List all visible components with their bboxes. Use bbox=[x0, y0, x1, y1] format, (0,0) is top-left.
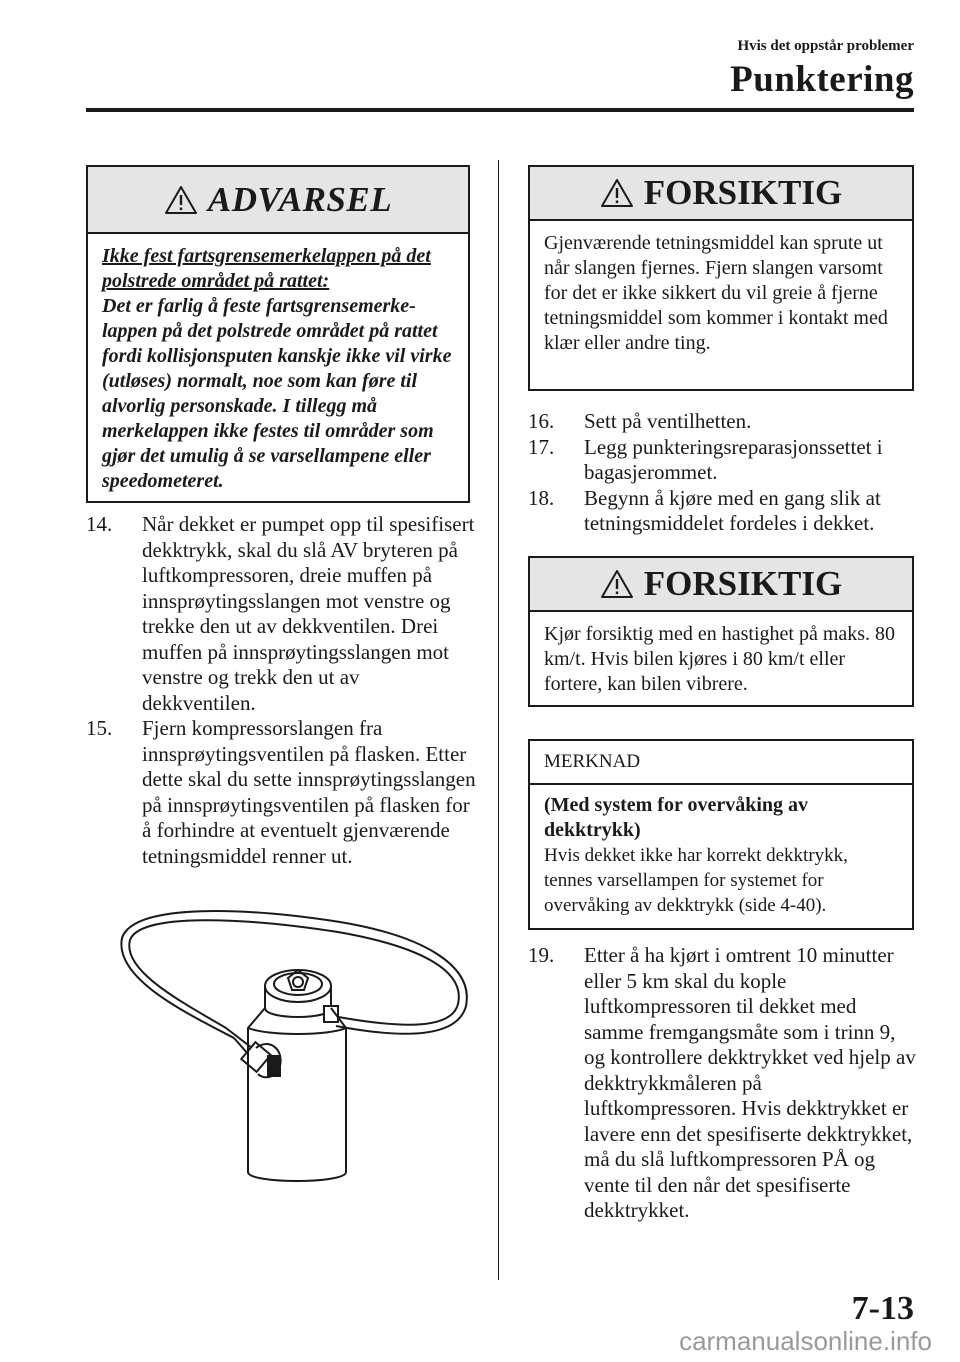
list-item: 16. Sett på ventilhetten. bbox=[528, 409, 752, 433]
note-body bbox=[530, 785, 912, 928]
caution-box-1 bbox=[528, 165, 914, 391]
note-label: MERKNAD bbox=[530, 741, 912, 785]
watermark: carmanualsonline.info bbox=[679, 1326, 932, 1356]
note-title: (Med system for overvåking av dekktrykk) bbox=[544, 794, 809, 841]
header-rule bbox=[86, 108, 914, 112]
caution-header-1 bbox=[530, 167, 912, 221]
list-item: 18. Begynn å kjøre med en gang slik at tetningsmiddelet fordeles i dekket. bbox=[528, 485, 881, 535]
warning-heading: Ikke fest fartsgrensemerkelappen på det polstrede området på rattet: bbox=[102, 245, 431, 292]
steps-list-right bbox=[528, 943, 918, 1224]
list-item: 17. Legg punkteringsreparasjonssettet i bagasjerommet. bbox=[528, 434, 883, 484]
list-item: 15. Fjern kompressorslangen fra innsprøytingsventilen på flasken. Etter dette skal du sette innsprøytingsslangen på innsprøytingsventilen på flasken for å forhindre at eventuelt gjenværende tetningsmiddel renner ut. bbox=[86, 716, 476, 868]
sealant-bottle-illustration bbox=[118, 908, 468, 1188]
warning-triangle-icon bbox=[600, 569, 634, 599]
section-title: Hvis det oppstår problemer bbox=[737, 38, 914, 54]
column-divider bbox=[498, 160, 499, 1280]
caution-title-2: FORSIKTIG bbox=[643, 564, 843, 603]
caution-text-2: Kjør forsiktig med en hastighet på maks. 80 km/t. Hvis bilen kjøres i 80 km/t eller fortere, kan bilen vibrere. bbox=[544, 623, 896, 695]
warning-triangle-icon bbox=[600, 178, 634, 208]
caution-text-1: Gjenværende tetningsmiddel kan sprute ut når slangen fjernes. Fjern slangen varsomt for det er ikke sikkert du vil greie å fjerne tetningsmiddel som kommer i kontakt med klær eller andre ting. bbox=[544, 232, 888, 354]
page-title: Punktering bbox=[730, 59, 914, 100]
warning-text: Det er farlig å feste fartsgrensemerke-lappen på det polstrede området på rattet fordi kollisjonsputen kanskje ikke vil virke (utløses) normalt, noe som kan føre til alvorlig personskade. I tillegg må merkelappen ikke festes til områder som gjør det umulig å se varsellampene eller speedometeret. bbox=[102, 295, 452, 492]
warning-body bbox=[88, 234, 468, 504]
caution-header-2 bbox=[530, 558, 912, 612]
note-text: Hvis dekket ikke har korrekt dekktrykk, tennes varsellampen for systemet for overvåking av dekktrykk (side 4-40). bbox=[544, 845, 848, 916]
caution-title-1: FORSIKTIG bbox=[643, 173, 843, 212]
note-box bbox=[528, 739, 914, 930]
steps-list-mid bbox=[528, 409, 918, 537]
warning-title: ADVARSEL bbox=[207, 179, 393, 219]
list-item: 14. Når dekket er pumpet opp til spesifisert dekktrykk, skal du slå AV bryteren på luftkompressoren, dreie muffen på innsprøytingsslangen mot venstre og trekke den ut av dekkventilen. Drei muffen på innsprøytingsslangen mot venstre og trekk den ut av dekkventilen. bbox=[86, 512, 475, 715]
warning-header bbox=[88, 167, 468, 234]
caution-box-2 bbox=[528, 556, 914, 707]
warning-box bbox=[86, 165, 470, 503]
page-number: 7-13 bbox=[851, 1290, 914, 1327]
warning-triangle-icon bbox=[164, 185, 198, 215]
list-item: 19. Etter å ha kjørt i omtrent 10 minutter eller 5 km skal du kople luftkompressoren til dekket med samme fremgangsmåte som i trinn 9, og kontrollere dekktrykket ved hjelp av dekktrykkmåleren på luftkompressoren. Hvis dekktrykket er lavere enn det spesifiserte dekktrykket, må du slå luftkompressoren PÅ og vente til den når det spesifiserte dekktrykket. bbox=[528, 943, 916, 1222]
steps-list-left bbox=[86, 512, 478, 869]
